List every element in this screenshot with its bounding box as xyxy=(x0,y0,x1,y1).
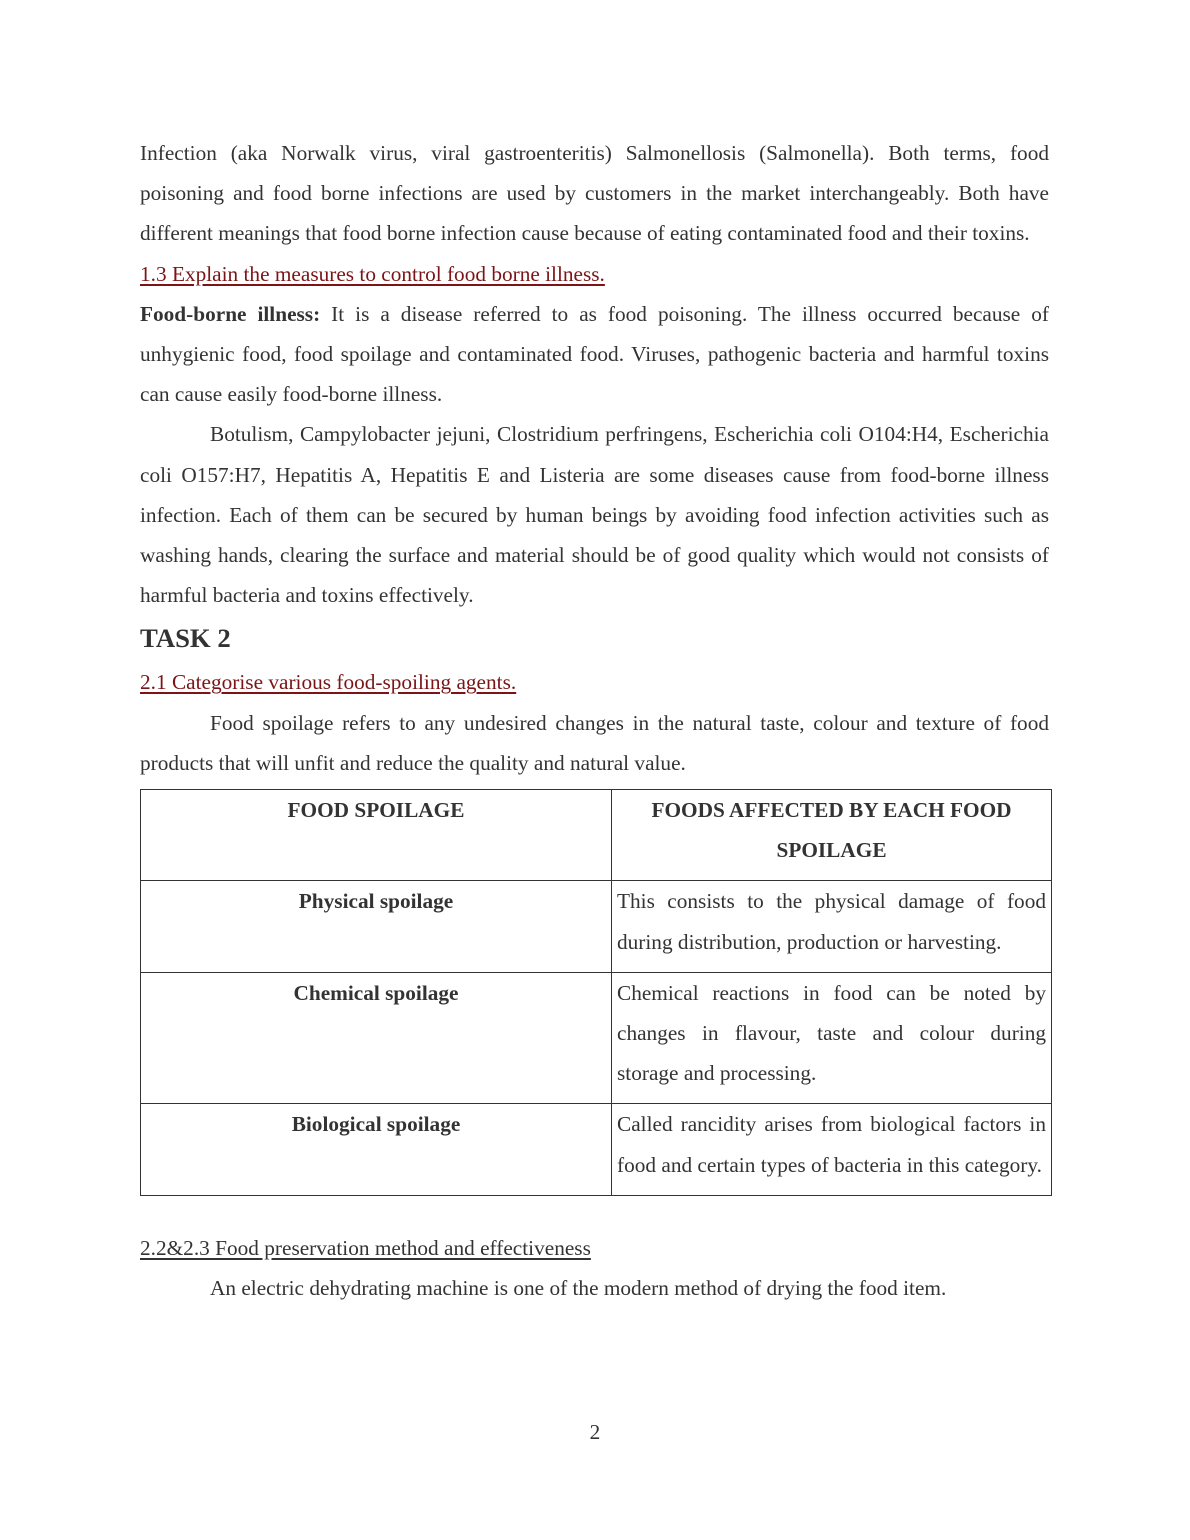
table-row xyxy=(141,1104,1052,1195)
table-cell-type: Biological spoilage xyxy=(141,1104,612,1195)
paragraph-food-borne-illness xyxy=(140,294,1049,415)
heading-2-1-link[interactable]: 2.1 Categorise various food-spoiling agents. xyxy=(140,670,517,695)
paragraph-diseases: Botulism, Campylobacter jejuni, Clostridium perfringens, Escherichia coli O104:H4, Escherichia coli O157:H7, Hepatitis A, Hepatitis E and Listeria are some diseases cause from food-borne illness infection. Each of them can be secured by human beings by avoiding food infection activities such as washing hands, clearing the surface and material should be of good quality which would not consists of harmful bacteria and toxins effectively. xyxy=(140,422,1049,608)
table-cell-description: This consists to the physical damage of food during distribution, production or harvesting. xyxy=(612,881,1052,972)
spoilage-table xyxy=(140,789,1052,1196)
task-heading: TASK 2 xyxy=(140,623,231,654)
heading-2-1[interactable] xyxy=(140,662,1049,702)
paragraph-dehydrating: An electric dehydrating machine is one of the modern method of drying the food item. xyxy=(210,1276,947,1301)
page-number: 2 xyxy=(589,1420,601,1444)
document-page xyxy=(140,133,1049,1308)
table-cell-description: Called rancidity arises from biological factors in food and certain types of bacteria in this category. xyxy=(612,1104,1052,1195)
table-cell-description: Chemical reactions in food can be noted by changes in flavour, taste and colour during storage and processing. xyxy=(612,972,1052,1104)
table-cell-type: Chemical spoilage xyxy=(141,972,612,1104)
table-header-food-spoilage: FOOD SPOILAGE xyxy=(141,790,612,881)
heading-2-2[interactable] xyxy=(140,1228,1049,1268)
table-header-foods-affected: FOODS AFFECTED BY EACH FOOD SPOILAGE xyxy=(612,790,1052,881)
heading-1-3[interactable] xyxy=(140,254,1049,294)
paragraph-infection: Infection (aka Norwalk virus, viral gastroenteritis) Salmonellosis (Salmonella). Both terms, food poisoning and food borne infections are used by customers in the market interchangeably. Both have different meanings that food borne infection cause because of eating contaminated food and their toxins. xyxy=(140,141,1049,246)
table-row xyxy=(141,881,1052,972)
heading-1-3-link[interactable]: 1.3 Explain the measures to control food borne illness. xyxy=(140,261,605,286)
heading-2-2-link[interactable]: 2.2&2.3 Food preservation method and effectiveness xyxy=(140,1235,591,1260)
table-header-row xyxy=(141,790,1052,881)
food-borne-illness-term: Food-borne illness: xyxy=(140,301,321,326)
table-cell-type: Physical spoilage xyxy=(141,881,612,972)
table-row xyxy=(141,972,1052,1104)
food-borne-illness-text: It is a disease referred to as food poisoning. The illness occurred because of unhygienic food, food spoilage and contaminated food. Viruses, pathogenic bacteria and harmful toxins can cause easily food-borne illness. xyxy=(140,301,1049,407)
paragraph-food-spoilage: Food spoilage refers to any undesired changes in the natural taste, colour and texture of food products that will unfit and reduce the quality and natural value. xyxy=(140,710,1049,775)
